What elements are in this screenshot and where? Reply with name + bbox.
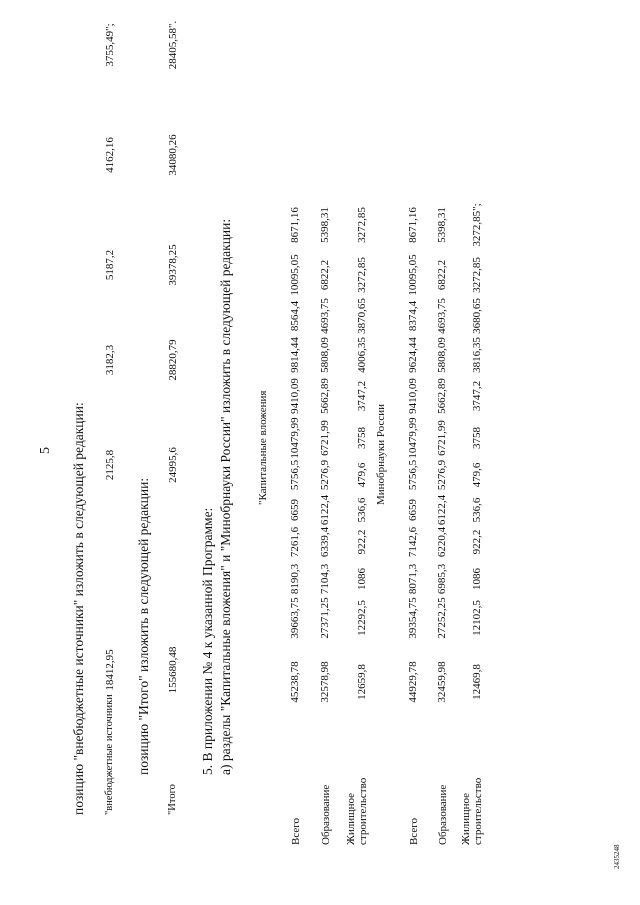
table-cell: 3870,65 xyxy=(356,298,368,334)
section-title-capital: "Капитальные вложения xyxy=(257,390,269,505)
table-cell: 1086 xyxy=(356,568,368,590)
table-cell: 3758 xyxy=(356,427,368,449)
paragraph-appendix: 5. В приложении № 4 к указанной Программе: xyxy=(200,507,215,775)
table-row-label: Образование xyxy=(320,784,332,845)
table-cell: 5662,89 xyxy=(319,378,331,414)
table-cell: 12469,8 xyxy=(471,664,483,700)
paragraph-itogo: позицию "Итого" изложить в следующей редакции: xyxy=(136,477,151,775)
table-cell: 10095,05 xyxy=(289,254,301,296)
table-cell: 3755,49"; xyxy=(104,23,116,67)
section-title-minobrnauki: Минобрнауки России xyxy=(375,404,387,505)
table-cell: 7104,3 xyxy=(319,563,331,595)
table-cell: 6220,4 xyxy=(436,526,448,558)
table-cell: 44929,78 xyxy=(407,661,419,703)
table-cell: 32459,98 xyxy=(436,661,448,703)
table-cell: 2125,8 xyxy=(104,449,116,481)
table-row-label: Образование xyxy=(437,784,449,845)
table-cell: 6122,4 xyxy=(436,494,448,526)
table-cell: 8564,4 xyxy=(289,300,301,332)
table-cell: 5187,2 xyxy=(104,249,116,281)
table-cell: 6721,99 xyxy=(436,420,448,456)
table-cell: 3758 xyxy=(471,427,483,449)
table-cell: 39663,75 xyxy=(289,597,301,639)
table-cell: 155680,48 xyxy=(167,646,179,694)
table-cell: 6659 xyxy=(407,499,419,521)
table-cell: 5756,5 xyxy=(289,459,301,491)
table-cell: 5276,9 xyxy=(319,459,331,491)
table-cell: 1086 xyxy=(471,568,483,590)
table-cell: 28820,79 xyxy=(167,339,179,381)
table-cell: 6339,4 xyxy=(319,526,331,558)
table-cell: 8671,16 xyxy=(289,207,301,243)
table-cell: 8071,3 xyxy=(407,563,419,595)
table-cell: 6721,99 xyxy=(319,420,331,456)
page-number: 5 xyxy=(38,447,53,454)
table-cell: 27371,25 xyxy=(319,597,331,639)
table-cell: 7142,6 xyxy=(407,526,419,558)
table-cell: 3272,85"; xyxy=(471,203,483,247)
table-cell: 8190,3 xyxy=(289,563,301,595)
table-cell: 34080,26 xyxy=(167,134,179,176)
table-cell: 6122,4 xyxy=(319,494,331,526)
table-cell: 3747,2 xyxy=(356,380,368,412)
table-cell: 3272,85 xyxy=(356,207,368,243)
table-cell: 6985,3 xyxy=(436,563,448,595)
table-cell: 6659 xyxy=(289,499,301,521)
table-cell: 4693,75 xyxy=(319,298,331,334)
table-cell: 922,2 xyxy=(356,529,368,555)
table-cell: 18412,95 xyxy=(104,649,116,691)
table-cell: 4162,16 xyxy=(104,137,116,173)
table-cell: 10479,99 xyxy=(407,417,419,459)
table-cell: 3272,85 xyxy=(356,257,368,293)
table-cell: 5398,31 xyxy=(436,207,448,243)
table-cell: 5756,5 xyxy=(407,459,419,491)
table-cell: 5662,89 xyxy=(436,378,448,414)
paragraph-vnebudget: позицию "внебюджетные источники" изложить в следующей редакции: xyxy=(71,402,86,815)
table-cell: 3816,35 xyxy=(471,337,483,373)
table-cell: 10095,05 xyxy=(407,254,419,296)
table-cell: 39378,25 xyxy=(167,244,179,286)
table-cell: 6822,2 xyxy=(436,259,448,291)
table-cell: 922,2 xyxy=(471,529,483,555)
table-cell: 5276,9 xyxy=(436,459,448,491)
table-cell: 32578,98 xyxy=(319,661,331,703)
table-cell: 3182,3 xyxy=(104,344,116,376)
table-cell: 10479,99 xyxy=(289,417,301,459)
table-cell: 5808,09 xyxy=(436,337,448,373)
table-cell: 9410,09 xyxy=(289,378,301,414)
paragraph-sections: а) разделы "Капитальные вложения" и "Минобрнауки России" изложить в следующей редакции: xyxy=(218,218,233,775)
table-cell: 12102,5 xyxy=(471,600,483,636)
table-cell: 8374,4 xyxy=(407,300,419,332)
table-cell: 3680,65 xyxy=(471,298,483,334)
table-cell: 28405,58". xyxy=(167,20,179,70)
row-vnebudget-label: "внебюджетные источники xyxy=(104,694,115,815)
table-cell: 9814,44 xyxy=(289,337,301,373)
table-row-label: Жилищное строительство xyxy=(345,777,369,845)
table-cell: 479,6 xyxy=(471,462,483,488)
table-cell: 27252,25 xyxy=(436,597,448,639)
table-cell: 39354,75 xyxy=(407,597,419,639)
table-cell: 5808,09 xyxy=(319,337,331,373)
table-cell: 24995,6 xyxy=(167,447,179,483)
table-cell: 45238,78 xyxy=(289,661,301,703)
table-row-label: Всего xyxy=(408,818,420,845)
table-cell: 12659,8 xyxy=(356,664,368,700)
table-cell: 479,6 xyxy=(356,462,368,488)
table-cell: 7261,6 xyxy=(289,526,301,558)
table-cell: 3272,85 xyxy=(471,257,483,293)
table-row-label: Жилищное строительство xyxy=(460,777,484,845)
table-cell: 12292,5 xyxy=(356,600,368,636)
table-cell: 4006,35 xyxy=(356,337,368,373)
table-cell: 9410,09 xyxy=(407,378,419,414)
row-itogo-label: "Итого xyxy=(167,784,178,815)
table-cell: 8671,16 xyxy=(407,207,419,243)
table-cell: 5398,31 xyxy=(319,207,331,243)
footer-code: 2435248 xyxy=(613,844,621,869)
table-cell: 4693,75 xyxy=(436,298,448,334)
table-cell: 6822,2 xyxy=(319,259,331,291)
table-cell: 536,6 xyxy=(471,497,483,523)
table-cell: 3747,2 xyxy=(471,380,483,412)
table-cell: 9624,44 xyxy=(407,337,419,373)
table-cell: 536,6 xyxy=(356,497,368,523)
table-row-label: Всего xyxy=(290,818,302,845)
